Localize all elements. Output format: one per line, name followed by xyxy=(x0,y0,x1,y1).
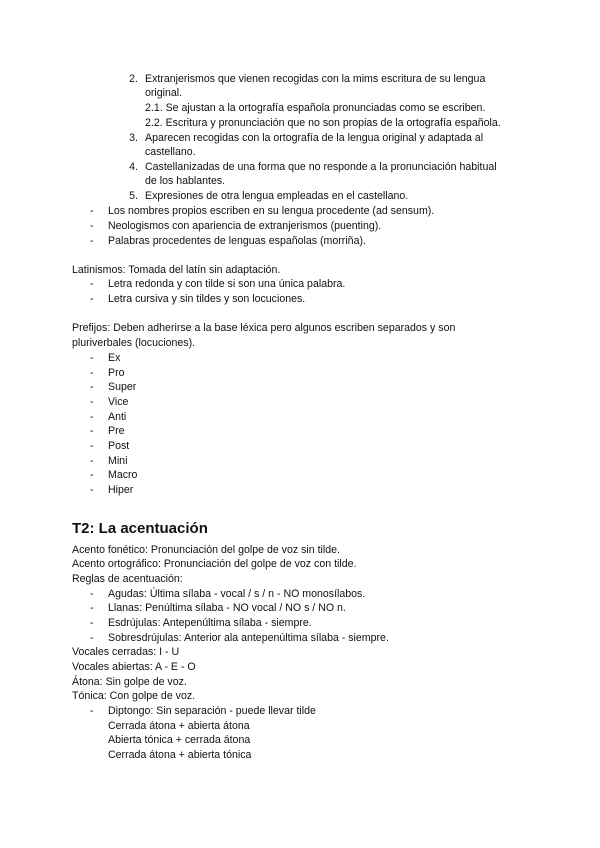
list-item-text: Extranjerismos que vienen recogidas con la mims escritura de su lengua xyxy=(145,73,486,85)
prefix-item: Mini xyxy=(108,455,128,467)
list-dash: - xyxy=(90,205,94,217)
list-dash: - xyxy=(90,440,94,452)
paragraph-line: Acento fonético: Pronunciación del golpe de voz sin tilde. xyxy=(72,544,340,556)
list-number: 2. xyxy=(129,73,138,85)
list-item-text: Letra redonda y con tilde si son una única palabra. xyxy=(108,278,346,290)
prefix-item: Macro xyxy=(108,469,138,481)
list-dash: - xyxy=(90,469,94,481)
list-dash: - xyxy=(90,235,94,247)
rule-item: Llanas: Penúltima sílaba - NO vocal / NO s / NO n. xyxy=(108,602,346,614)
paragraph-line: Vocales abiertas: A - E - O xyxy=(72,661,196,673)
paragraph-heading: Latinismos: Tomada del latín sin adaptación. xyxy=(72,264,281,276)
list-dash: - xyxy=(90,484,94,496)
list-subitem-text: 2.1. Se ajustan a la ortografía española pronunciadas como se escriben. xyxy=(145,102,486,114)
prefix-item: Hiper xyxy=(108,484,134,496)
rule-item: Agudas: Última sílaba - vocal / s / n - NO monosílabos. xyxy=(108,588,366,600)
list-item-text: Palabras procedentes de lenguas españolas (morriña). xyxy=(108,235,366,247)
prefix-item: Vice xyxy=(108,396,129,408)
prefix-item: Anti xyxy=(108,411,127,423)
prefix-item: Pre xyxy=(108,425,125,437)
list-item-text: Castellanizadas de una forma que no responde a la pronunciación habitual xyxy=(145,161,497,173)
list-dash: - xyxy=(90,367,94,379)
list-number: 3. xyxy=(129,132,138,144)
diptongo-item: Diptongo: Sin separación - puede llevar tilde xyxy=(108,705,316,717)
list-dash: - xyxy=(90,220,94,232)
list-dash: - xyxy=(90,617,94,629)
list-dash: - xyxy=(90,381,94,393)
list-dash: - xyxy=(90,588,94,600)
list-item-text: de los hablantes. xyxy=(145,175,226,187)
diptongo-subline: Cerrada átona + abierta átona xyxy=(108,720,250,732)
list-dash: - xyxy=(90,352,94,364)
prefix-item: Super xyxy=(108,381,137,393)
list-item-text: Neologismos con apariencia de extranjerismos (puenting). xyxy=(108,220,382,232)
list-dash: - xyxy=(90,396,94,408)
paragraph-line: Átona: Sin golpe de voz. xyxy=(72,676,187,688)
list-item-text: Aparecen recogidas con la ortografía de la lengua original y adaptada al xyxy=(145,132,484,144)
diptongo-subline: Abierta tónica + cerrada átona xyxy=(108,734,251,746)
rule-item: Esdrújulas: Antepenúltima sílaba - siempre. xyxy=(108,617,312,629)
list-dash: - xyxy=(90,455,94,467)
prefix-item: Pro xyxy=(108,367,125,379)
paragraph-line: Vocales cerradas: I - U xyxy=(72,646,180,658)
list-item-text: Los nombres propios escriben en su lengua procedente (ad sensum). xyxy=(108,205,435,217)
list-dash: - xyxy=(90,705,94,717)
section-title: T2: La acentuación xyxy=(72,520,208,537)
list-dash: - xyxy=(90,425,94,437)
diptongo-subline: Cerrada átona + abierta tónica xyxy=(108,749,252,761)
prefix-item: Post xyxy=(108,440,130,452)
rule-item: Sobresdrújulas: Anterior ala antepenúltima sílaba - siempre. xyxy=(108,632,389,644)
paragraph-heading: pluriverbales (locuciones). xyxy=(72,337,196,349)
list-number: 5. xyxy=(129,190,138,202)
paragraph-line: Reglas de acentuación: xyxy=(72,573,183,585)
list-dash: - xyxy=(90,602,94,614)
list-subitem-text: 2.2. Escritura y pronunciación que no son propias de la ortografía española. xyxy=(145,117,501,129)
list-dash: - xyxy=(90,411,94,423)
list-dash: - xyxy=(90,632,94,644)
list-item-text: original. xyxy=(145,87,183,99)
paragraph-heading: Prefijos: Deben adherirse a la base léxica pero algunos escriben separados y son xyxy=(72,322,456,334)
list-number: 4. xyxy=(129,161,138,173)
list-item-text: Expresiones de otra lengua empleadas en el castellano. xyxy=(145,190,409,202)
prefix-item: Ex xyxy=(108,352,121,364)
list-item-text: castellano. xyxy=(145,146,196,158)
list-item-text: Letra cursiva y sin tildes y son locuciones. xyxy=(108,293,306,305)
list-dash: - xyxy=(90,278,94,290)
list-dash: - xyxy=(90,293,94,305)
paragraph-line: Acento ortográfico: Pronunciación del golpe de voz con tilde. xyxy=(72,558,357,570)
paragraph-line: Tónica: Con golpe de voz. xyxy=(72,690,196,702)
